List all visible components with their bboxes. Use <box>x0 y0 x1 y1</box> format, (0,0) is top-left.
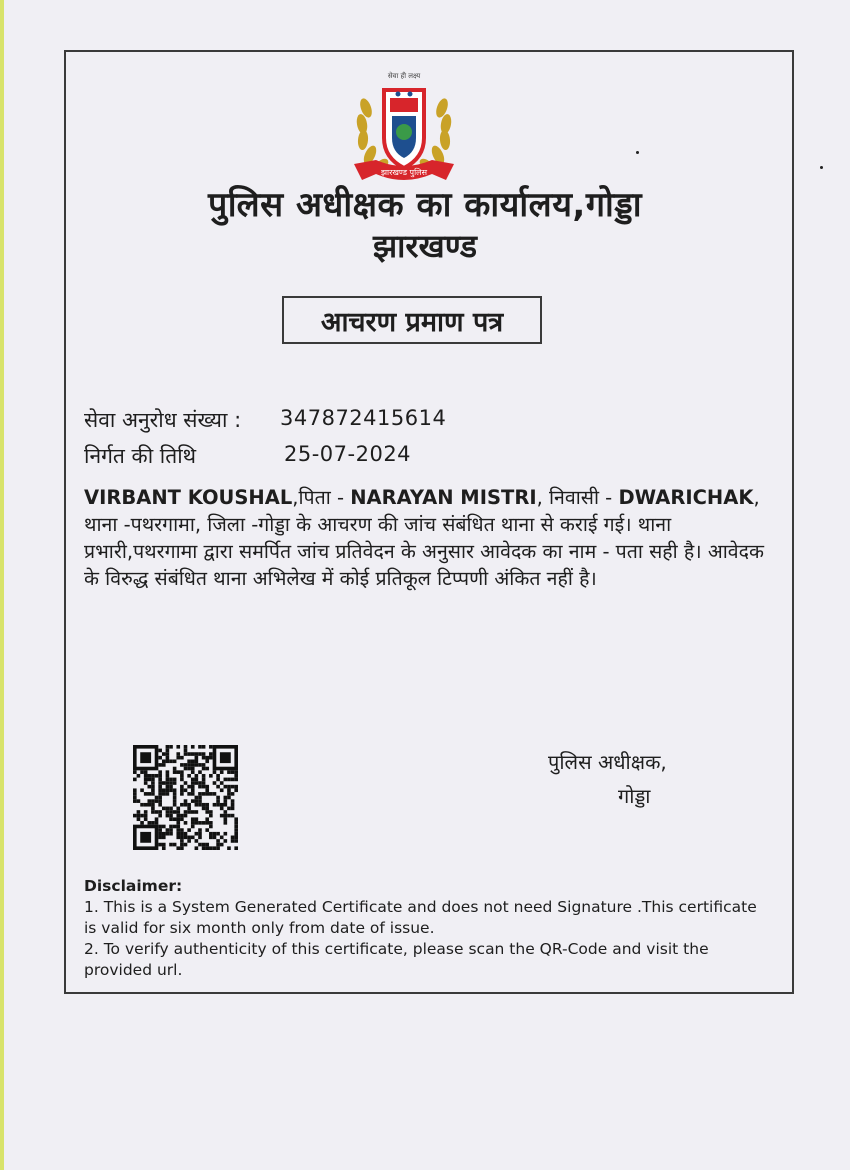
issue-date-label: निर्गत की तिथि <box>84 444 197 468</box>
emblem-banner-text: झारखण्ड पुलिस <box>380 168 428 177</box>
request-number-value: 347872415614 <box>280 406 447 430</box>
disclaimer-line-1: 1. This is a System Generated Certificate and does not need Signature .This certificate is valid for six month only from date of issue. <box>84 898 757 937</box>
applicant-name: VIRBANT KOUSHAL <box>84 486 293 509</box>
certificate-title: आचरण प्रमाण पत्र <box>282 296 542 344</box>
issue-date-value: 25-07-2024 <box>284 442 412 466</box>
jharkhand-police-emblem-icon <box>336 68 472 190</box>
scan-speck <box>820 166 823 169</box>
father-label: ,पिता - <box>292 486 351 509</box>
issue-date-row <box>84 442 412 470</box>
office-title: पुलिस अधीक्षक का कार्यालय,गोड्डा <box>207 185 643 225</box>
disclaimer-heading: Disclaimer: <box>84 877 183 895</box>
paper-edge <box>0 0 4 1170</box>
resident-label: , निवासी - <box>536 486 619 509</box>
emblem-motto: सेवा ही लक्ष्य <box>387 72 421 80</box>
signatory-district: गोड्डा <box>618 784 651 808</box>
request-number-row <box>84 406 447 434</box>
request-number-label: सेवा अनुरोध संख्या : <box>84 408 242 432</box>
signatory-designation: पुलिस अधीक्षक, <box>548 750 667 774</box>
qr-code-icon[interactable] <box>133 745 238 852</box>
state-title: झारखण्ड <box>372 227 478 265</box>
signatory-block <box>548 745 667 813</box>
village-name: DWARICHAK <box>618 486 754 509</box>
father-name: NARAYAN MISTRI <box>350 486 537 509</box>
certificate-body <box>84 484 774 592</box>
disclaimer-block <box>84 876 764 981</box>
disclaimer-line-2: 2. To verify authenticity of this certificate, please scan the QR-Code and visit the provided url. <box>84 940 709 979</box>
body-statement: , थाना -पथरगामा, जिला -गोड्डा के आचरण की जांच संबंधित थाना से कराई गई। थाना प्रभारी,पथरगामा द्वारा समर्पित जांच प्रतिवेदन के अनुसार आवेदक का नाम - पता सही है। आवेदक के विरुद्ध संबंधित थाना अभिलेख में कोई प्रतिकूल टिप्पणी अंकित नहीं है। <box>84 486 764 590</box>
